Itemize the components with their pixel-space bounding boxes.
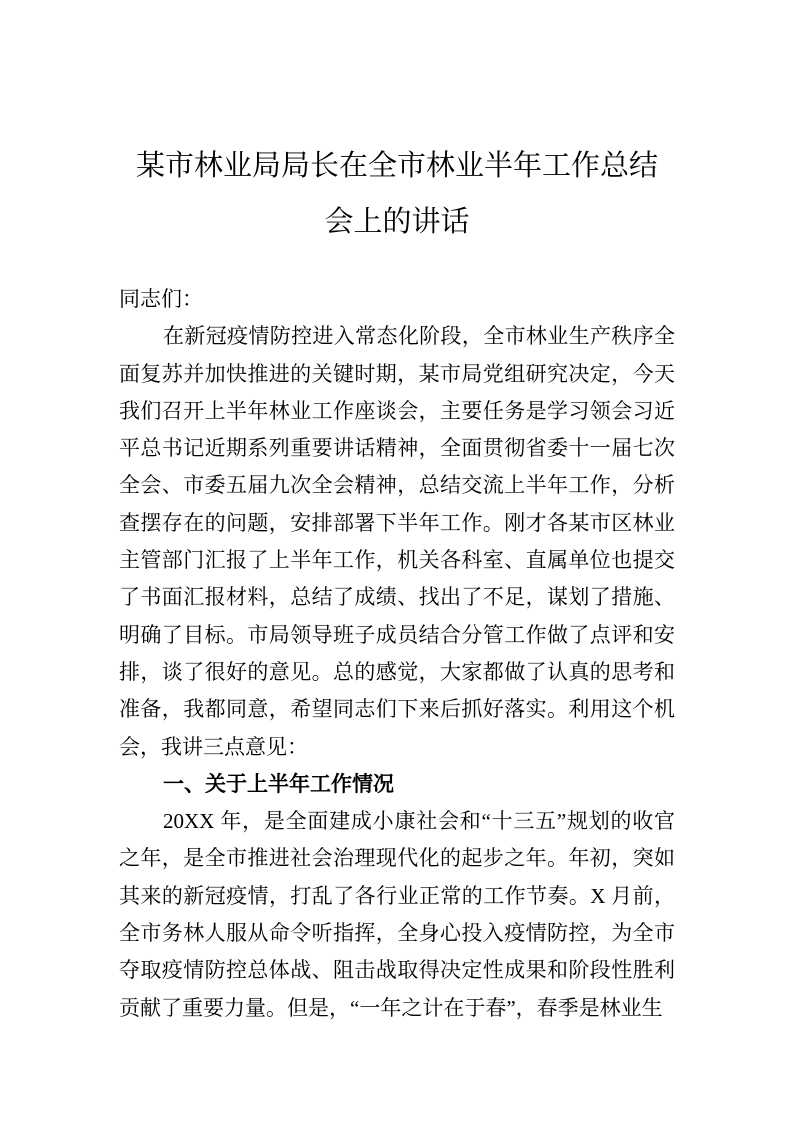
section-1-paragraph: 20XX 年，是全面建成小康社会和“十三五”规划的收官之年，是全市推进社会治理现代化的起步之年。年初，突如其来的新冠疫情，打乱了各行业正常的工作节奏。X 月前，全市务林人服从命令听指挥，全身心投入疫情防控，为全市夺取疫情防控总体战、阻击战取得决定性成果和阶段性胜利贡献了重要力量。但是，“一年之计在于春”，春季是林业生: [119, 809, 675, 1020]
intro-paragraph: 在新冠疫情防控进入常态化阶段，全市林业生产秩序全面复苏并加快推进的关键时期，某市局党组研究决定，今天我们召开上半年林业工作座谈会，主要任务是学习领会习近平总书记近期系列重要讲话精神，全面贯彻省委十一届七次全会、市委五届九次全会精神，总结交流上半年工作，分析查摆存在的问题，安排部署下半年工作。刚才各某市区林业主管部门汇报了上半年工作，机关各科室、直属单位也提交了书面汇报材料，总结了成绩、找出了不足，谋划了措施、 明确了目标。市局领导班子成员结合分管工作做了点评和安排，谈了很好的意见。总的感觉，大家都做了认真的思考和准备，我都同意，希望同志们下来后抓好落实。利用这个机会，我讲三点意见：: [119, 324, 675, 759]
document-content: [119, 138, 675, 1027]
document-title-line-2: 会上的讲话: [324, 206, 470, 238]
document-body: [119, 281, 675, 1027]
salutation: 同志们：: [119, 287, 203, 311]
document-title: [119, 138, 675, 250]
document-title-line-1: 某市林业局局长在全市林业半年工作总结: [135, 150, 658, 182]
section-1-heading: 一、关于上半年工作情况: [163, 772, 394, 796]
